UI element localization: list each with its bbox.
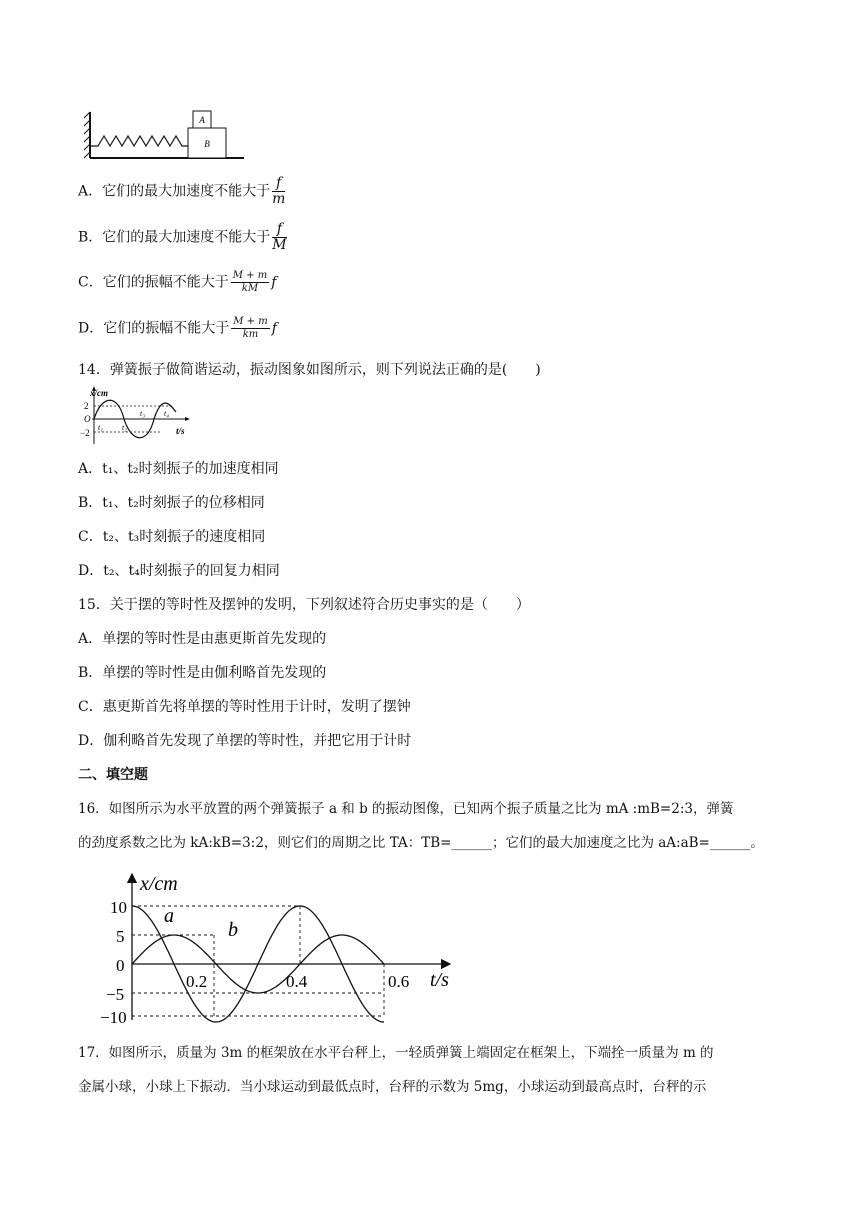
- q14-t2: t₂: [122, 423, 128, 432]
- q17-line1: 17．如图所示，质量为 3m 的框架放在水平台秤上，一轻质弹簧上端固定在框架上，下端拴一质量为 m 的: [78, 1045, 714, 1061]
- q14-option-a: A．t₁、t₂时刻振子的加速度相同: [78, 461, 279, 477]
- spring: [90, 136, 188, 146]
- q13-option-d: D．它们的振幅不能大于 $\frac{M + m}{km}$ f: [78, 316, 277, 340]
- q14-ylabel: x/cm: [90, 388, 108, 398]
- q15-option-a: A．单摆的等时性是由惠更斯首先发现的: [78, 631, 327, 647]
- q16-ytick-0: 0: [116, 956, 125, 975]
- q14-xlabel: t/s: [176, 426, 185, 436]
- q14-t3: t₃: [140, 409, 146, 418]
- q16-graph: [100, 868, 470, 1030]
- q16-ytick-10: 10: [110, 898, 127, 917]
- q16-line2: 的劲度系数之比为 kA:kB=3:2，则它们的周期之比 TA：TB=______；它们的最大加速度之比为 aA:aB=______。: [78, 835, 764, 851]
- q14-tick-2: 2: [84, 401, 89, 411]
- q14-option-d: D．t₂、t₄时刻振子的回复力相同: [78, 563, 280, 579]
- q15-option-c: C．惠更斯首先将单摆的等时性用于计时，发明了摆钟: [78, 699, 411, 715]
- q16-line1: 16．如图所示为水平放置的两个弹簧振子 a 和 b 的振动图像，已知两个振子质量之比为 mA :mB=2:3，弹簧: [78, 801, 734, 817]
- q13-option-b-text: B．它们的最大加速度不能大于: [78, 229, 271, 246]
- q16-xtick-02: 0.2: [186, 972, 208, 991]
- q13-option-b-fraction: $\frac{f}{M}$: [272, 221, 287, 253]
- q14-tick-0: O: [84, 414, 91, 424]
- q16-xlabel: t/s: [430, 969, 449, 991]
- q16-label-b: b: [228, 919, 238, 941]
- q13-option-d-fraction: $\frac{M + m}{km}$: [233, 316, 268, 340]
- q14-t4: t₄: [164, 409, 170, 418]
- section-heading: 二、填空题: [78, 767, 148, 783]
- q13-option-a-text: A．它们的最大加速度不能大于: [78, 183, 271, 200]
- q13-option-d-text: D．它们的振幅不能大于: [78, 320, 230, 337]
- q16-ytick-neg5: −5: [106, 985, 125, 1004]
- q13-option-c-fraction: $\frac{M + m}{kM}$: [232, 270, 268, 294]
- q16-ylabel: x/cm: [140, 873, 178, 895]
- q16-label-a: a: [164, 905, 174, 927]
- q13-option-a-fraction: $\frac{f}{m}$: [272, 175, 286, 207]
- q14-tick-neg2: −2: [80, 428, 90, 438]
- q13-option-a: [78, 176, 287, 207]
- q15-option-b: B．单摆的等时性是由伽利略首先发现的: [78, 665, 327, 681]
- q14-stem: 14．弹簧振子做简谐运动，振动图象如图所示，则下列说法正确的是( ): [78, 362, 541, 378]
- q14-option-b: B．t₁、t₂时刻振子的位移相同: [78, 495, 265, 511]
- q16-ytick-5: 5: [116, 927, 125, 946]
- q15-option-d: D．伽利略首先发现了单摆的等时性，并把它用于计时: [78, 733, 412, 749]
- block-a-label: A: [199, 115, 205, 125]
- spring-block-figure: [84, 108, 250, 164]
- q16-xtick-06: 0.6: [388, 972, 410, 991]
- q14-graph: [80, 384, 196, 448]
- q13-option-b: [78, 222, 289, 253]
- q13-option-c: C．它们的振幅不能大于 $\frac{M + m}{kM}$ f: [78, 270, 277, 294]
- q13-option-c-text: C．它们的振幅不能大于: [78, 274, 229, 291]
- q15-stem: 15．关于摆的等时性及摆钟的发明，下列叙述符合历史事实的是（ ）: [78, 597, 530, 613]
- q14-option-c: C．t₂、t₃时刻振子的速度相同: [78, 529, 266, 545]
- q17-line2: 金属小球，小球上下振动．当小球运动到最低点时，台秤的示数为 5mg，小球运动到最高点时，台秤的示: [78, 1079, 707, 1095]
- q16-xtick-04: 0.4: [286, 972, 308, 991]
- q16-ytick-neg10: −10: [100, 1008, 127, 1027]
- q14-t1: t₁: [98, 423, 104, 432]
- block-b-label: B: [204, 139, 210, 149]
